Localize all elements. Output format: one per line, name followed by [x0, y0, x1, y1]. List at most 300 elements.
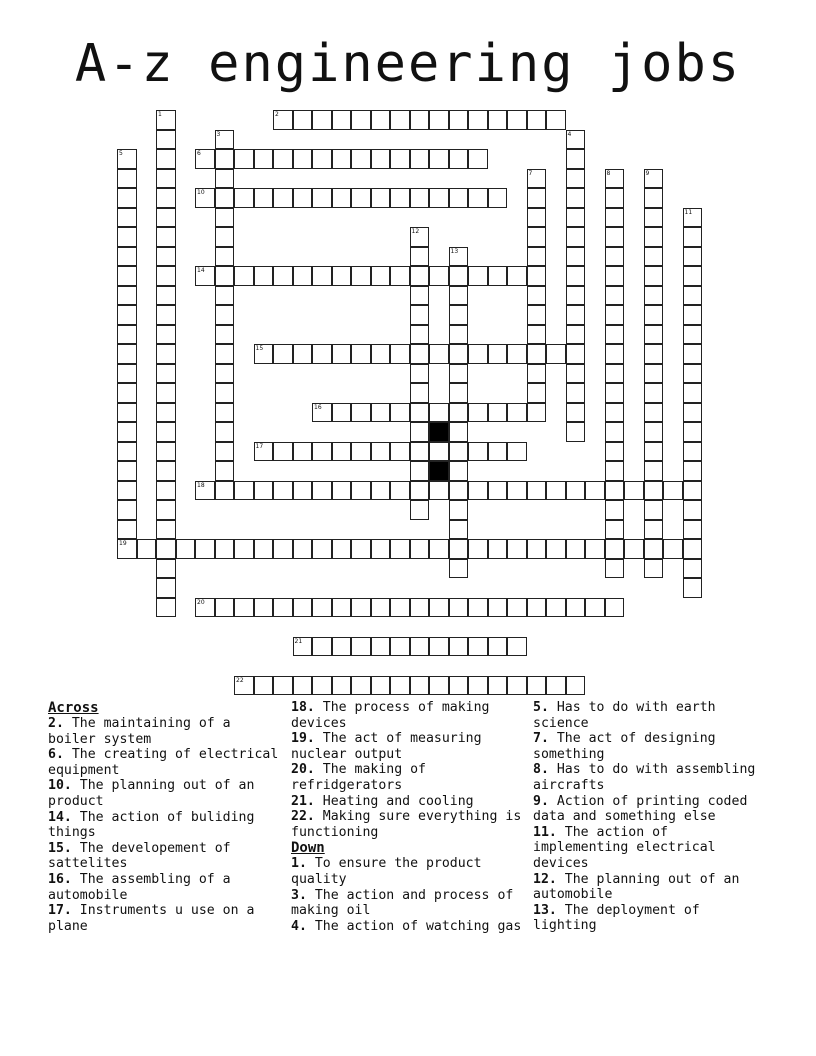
- grid-cell[interactable]: [195, 188, 215, 208]
- grid-cell[interactable]: [371, 149, 391, 169]
- grid-cell[interactable]: [215, 461, 235, 481]
- grid-cell[interactable]: [371, 598, 391, 618]
- grid-cell[interactable]: [332, 676, 352, 696]
- grid-cell[interactable]: [117, 500, 137, 520]
- grid-cell[interactable]: [468, 637, 488, 657]
- grid-cell[interactable]: [351, 110, 371, 130]
- grid-cell[interactable]: [449, 247, 469, 267]
- grid-cell[interactable]: [683, 344, 703, 364]
- grid-cell[interactable]: [351, 403, 371, 423]
- grid-cell[interactable]: [507, 403, 527, 423]
- grid-cell[interactable]: [351, 539, 371, 559]
- grid-cell[interactable]: [410, 383, 430, 403]
- grid-cell[interactable]: [644, 461, 664, 481]
- grid-cell[interactable]: [644, 520, 664, 540]
- grid-cell[interactable]: [644, 559, 664, 579]
- grid-cell[interactable]: [527, 344, 547, 364]
- grid-cell[interactable]: [683, 286, 703, 306]
- grid-cell[interactable]: [507, 266, 527, 286]
- grid-cell[interactable]: [566, 598, 586, 618]
- grid-cell[interactable]: [273, 539, 293, 559]
- grid-cell[interactable]: [332, 598, 352, 618]
- grid-cell[interactable]: [468, 266, 488, 286]
- grid-cell[interactable]: [332, 481, 352, 501]
- grid-cell[interactable]: [156, 442, 176, 462]
- grid-cell[interactable]: [410, 247, 430, 267]
- grid-cell[interactable]: [468, 149, 488, 169]
- grid-cell[interactable]: [488, 637, 508, 657]
- grid-cell[interactable]: [410, 227, 430, 247]
- grid-cell[interactable]: [644, 383, 664, 403]
- grid-cell[interactable]: [644, 286, 664, 306]
- grid-cell[interactable]: [605, 188, 625, 208]
- grid-cell[interactable]: [449, 149, 469, 169]
- grid-cell[interactable]: [254, 442, 274, 462]
- grid-cell[interactable]: [195, 266, 215, 286]
- grid-cell[interactable]: [605, 227, 625, 247]
- grid-cell[interactable]: [429, 481, 449, 501]
- grid-cell[interactable]: [332, 344, 352, 364]
- grid-cell[interactable]: [507, 344, 527, 364]
- grid-cell[interactable]: [566, 364, 586, 384]
- grid-cell[interactable]: [195, 149, 215, 169]
- grid-cell[interactable]: [566, 149, 586, 169]
- grid-cell[interactable]: [644, 188, 664, 208]
- grid-cell[interactable]: [293, 676, 313, 696]
- grid-cell[interactable]: [293, 442, 313, 462]
- grid-cell[interactable]: [566, 305, 586, 325]
- grid-cell[interactable]: [566, 481, 586, 501]
- grid-cell[interactable]: [527, 286, 547, 306]
- grid-cell[interactable]: [273, 188, 293, 208]
- grid-cell[interactable]: [312, 481, 332, 501]
- grid-cell[interactable]: [117, 305, 137, 325]
- grid-cell[interactable]: [468, 442, 488, 462]
- grid-cell[interactable]: [527, 598, 547, 618]
- grid-cell[interactable]: [527, 383, 547, 403]
- grid-cell[interactable]: [624, 539, 644, 559]
- grid-cell[interactable]: [293, 598, 313, 618]
- grid-cell[interactable]: [312, 344, 332, 364]
- grid-cell[interactable]: [429, 598, 449, 618]
- grid-cell[interactable]: [429, 539, 449, 559]
- grid-cell[interactable]: [468, 344, 488, 364]
- grid-cell[interactable]: [507, 481, 527, 501]
- grid-cell[interactable]: [468, 110, 488, 130]
- grid-cell[interactable]: [527, 188, 547, 208]
- grid-cell[interactable]: [234, 188, 254, 208]
- grid-cell[interactable]: [527, 305, 547, 325]
- grid-cell[interactable]: [527, 247, 547, 267]
- grid-cell[interactable]: [117, 247, 137, 267]
- grid-cell[interactable]: [390, 344, 410, 364]
- grid-cell[interactable]: [137, 539, 157, 559]
- grid-cell[interactable]: [390, 481, 410, 501]
- grid-cell[interactable]: [351, 266, 371, 286]
- grid-cell[interactable]: [683, 208, 703, 228]
- grid-cell[interactable]: [117, 286, 137, 306]
- grid-cell[interactable]: [156, 325, 176, 345]
- grid-cell[interactable]: [410, 500, 430, 520]
- grid-cell[interactable]: [488, 266, 508, 286]
- grid-cell[interactable]: [215, 130, 235, 150]
- grid-cell[interactable]: [683, 364, 703, 384]
- grid-cell[interactable]: [234, 676, 254, 696]
- grid-cell[interactable]: [566, 422, 586, 442]
- grid-cell[interactable]: [215, 286, 235, 306]
- grid-cell[interactable]: [273, 442, 293, 462]
- grid-cell[interactable]: [156, 208, 176, 228]
- grid-cell[interactable]: [488, 344, 508, 364]
- grid-cell[interactable]: [351, 149, 371, 169]
- grid-cell[interactable]: [332, 266, 352, 286]
- grid-cell[interactable]: [332, 637, 352, 657]
- grid-cell[interactable]: [644, 325, 664, 345]
- grid-cell[interactable]: [234, 598, 254, 618]
- grid-cell[interactable]: [371, 539, 391, 559]
- grid-cell[interactable]: [507, 637, 527, 657]
- grid-cell[interactable]: [410, 598, 430, 618]
- grid-cell[interactable]: [371, 403, 391, 423]
- grid-cell[interactable]: [605, 364, 625, 384]
- grid-cell[interactable]: [527, 110, 547, 130]
- grid-cell[interactable]: [546, 344, 566, 364]
- grid-cell[interactable]: [215, 364, 235, 384]
- grid-cell[interactable]: [312, 149, 332, 169]
- grid-cell[interactable]: [156, 227, 176, 247]
- grid-cell[interactable]: [449, 422, 469, 442]
- grid-cell[interactable]: [527, 169, 547, 189]
- grid-cell[interactable]: [449, 461, 469, 481]
- grid-cell[interactable]: [195, 598, 215, 618]
- grid-cell[interactable]: [468, 598, 488, 618]
- grid-cell[interactable]: [683, 227, 703, 247]
- grid-cell[interactable]: [683, 422, 703, 442]
- grid-cell[interactable]: [117, 539, 137, 559]
- grid-cell[interactable]: [156, 422, 176, 442]
- grid-cell[interactable]: [527, 227, 547, 247]
- grid-cell[interactable]: [215, 442, 235, 462]
- grid-cell[interactable]: [410, 305, 430, 325]
- grid-cell[interactable]: [371, 344, 391, 364]
- grid-cell[interactable]: [449, 500, 469, 520]
- grid-cell[interactable]: [605, 461, 625, 481]
- grid-cell[interactable]: [507, 442, 527, 462]
- grid-cell[interactable]: [312, 110, 332, 130]
- grid-cell[interactable]: [644, 442, 664, 462]
- grid-cell[interactable]: [312, 403, 332, 423]
- grid-cell[interactable]: [449, 598, 469, 618]
- grid-cell[interactable]: [332, 403, 352, 423]
- grid-cell[interactable]: [410, 422, 430, 442]
- grid-cell[interactable]: [566, 188, 586, 208]
- grid-cell[interactable]: [488, 110, 508, 130]
- grid-cell[interactable]: [644, 403, 664, 423]
- grid-cell[interactable]: [683, 325, 703, 345]
- grid-cell[interactable]: [254, 539, 274, 559]
- grid-cell[interactable]: [215, 344, 235, 364]
- grid-cell[interactable]: [117, 149, 137, 169]
- grid-cell[interactable]: [449, 442, 469, 462]
- grid-cell[interactable]: [312, 266, 332, 286]
- grid-cell[interactable]: [254, 676, 274, 696]
- grid-cell[interactable]: [410, 188, 430, 208]
- grid-cell[interactable]: [156, 286, 176, 306]
- grid-cell[interactable]: [312, 442, 332, 462]
- grid-cell[interactable]: [156, 266, 176, 286]
- grid-cell[interactable]: [156, 383, 176, 403]
- grid-cell[interactable]: [117, 208, 137, 228]
- grid-cell[interactable]: [215, 227, 235, 247]
- grid-cell[interactable]: [293, 149, 313, 169]
- grid-cell[interactable]: [410, 442, 430, 462]
- grid-cell[interactable]: [449, 188, 469, 208]
- grid-cell[interactable]: [449, 637, 469, 657]
- grid-cell[interactable]: [644, 208, 664, 228]
- grid-cell[interactable]: [293, 266, 313, 286]
- grid-cell[interactable]: [293, 344, 313, 364]
- grid-cell[interactable]: [117, 344, 137, 364]
- grid-cell[interactable]: [644, 169, 664, 189]
- grid-cell[interactable]: [215, 383, 235, 403]
- grid-cell[interactable]: [546, 539, 566, 559]
- grid-cell[interactable]: [410, 481, 430, 501]
- grid-cell[interactable]: [371, 266, 391, 286]
- grid-cell[interactable]: [605, 286, 625, 306]
- grid-cell[interactable]: [449, 286, 469, 306]
- grid-cell[interactable]: [371, 637, 391, 657]
- grid-cell[interactable]: [293, 188, 313, 208]
- grid-cell[interactable]: [546, 598, 566, 618]
- grid-cell[interactable]: [215, 539, 235, 559]
- grid-cell[interactable]: [234, 266, 254, 286]
- grid-cell[interactable]: [117, 325, 137, 345]
- grid-cell[interactable]: [527, 481, 547, 501]
- grid-cell[interactable]: [449, 481, 469, 501]
- grid-cell[interactable]: [507, 598, 527, 618]
- grid-cell[interactable]: [449, 676, 469, 696]
- grid-cell[interactable]: [605, 500, 625, 520]
- grid-cell[interactable]: [234, 539, 254, 559]
- grid-cell[interactable]: [312, 676, 332, 696]
- grid-cell[interactable]: [605, 422, 625, 442]
- grid-cell[interactable]: [351, 481, 371, 501]
- grid-cell[interactable]: [312, 637, 332, 657]
- grid-cell[interactable]: [546, 110, 566, 130]
- grid-cell[interactable]: [390, 188, 410, 208]
- grid-cell[interactable]: [663, 481, 683, 501]
- grid-cell[interactable]: [566, 403, 586, 423]
- grid-cell[interactable]: [566, 227, 586, 247]
- grid-cell[interactable]: [683, 266, 703, 286]
- grid-cell[interactable]: [371, 188, 391, 208]
- grid-cell[interactable]: [507, 676, 527, 696]
- grid-cell[interactable]: [293, 539, 313, 559]
- grid-cell[interactable]: [156, 520, 176, 540]
- grid-cell[interactable]: [429, 403, 449, 423]
- grid-cell[interactable]: [156, 559, 176, 579]
- grid-cell[interactable]: [156, 344, 176, 364]
- grid-cell[interactable]: [273, 481, 293, 501]
- grid-cell[interactable]: [527, 364, 547, 384]
- grid-cell[interactable]: [410, 110, 430, 130]
- grid-cell[interactable]: [585, 539, 605, 559]
- grid-cell[interactable]: [215, 598, 235, 618]
- grid-cell[interactable]: [390, 266, 410, 286]
- grid-cell[interactable]: [449, 364, 469, 384]
- grid-cell[interactable]: [546, 481, 566, 501]
- grid-cell[interactable]: [215, 247, 235, 267]
- grid-cell[interactable]: [468, 188, 488, 208]
- grid-cell[interactable]: [156, 188, 176, 208]
- grid-cell[interactable]: [566, 208, 586, 228]
- grid-cell[interactable]: [410, 344, 430, 364]
- grid-cell[interactable]: [117, 188, 137, 208]
- grid-cell[interactable]: [215, 208, 235, 228]
- grid-cell[interactable]: [117, 442, 137, 462]
- grid-cell[interactable]: [527, 208, 547, 228]
- grid-cell[interactable]: [683, 442, 703, 462]
- grid-cell[interactable]: [605, 208, 625, 228]
- grid-cell[interactable]: [449, 344, 469, 364]
- grid-cell[interactable]: [683, 305, 703, 325]
- grid-cell[interactable]: [215, 325, 235, 345]
- grid-cell[interactable]: [644, 364, 664, 384]
- grid-cell[interactable]: [410, 676, 430, 696]
- grid-cell[interactable]: [156, 578, 176, 598]
- grid-cell[interactable]: [351, 676, 371, 696]
- grid-cell[interactable]: [566, 383, 586, 403]
- grid-cell[interactable]: [585, 598, 605, 618]
- grid-cell[interactable]: [449, 110, 469, 130]
- grid-cell[interactable]: [215, 403, 235, 423]
- grid-cell[interactable]: [332, 539, 352, 559]
- grid-cell[interactable]: [429, 266, 449, 286]
- grid-cell[interactable]: [429, 442, 449, 462]
- grid-cell[interactable]: [117, 227, 137, 247]
- grid-cell[interactable]: [117, 364, 137, 384]
- grid-cell[interactable]: [468, 403, 488, 423]
- grid-cell[interactable]: [546, 676, 566, 696]
- grid-cell[interactable]: [332, 442, 352, 462]
- grid-cell[interactable]: [156, 500, 176, 520]
- grid-cell[interactable]: [351, 598, 371, 618]
- grid-cell[interactable]: [390, 676, 410, 696]
- grid-cell[interactable]: [605, 539, 625, 559]
- grid-cell[interactable]: [410, 364, 430, 384]
- grid-cell[interactable]: [156, 149, 176, 169]
- grid-cell[interactable]: [644, 227, 664, 247]
- grid-cell[interactable]: [644, 266, 664, 286]
- grid-cell[interactable]: [332, 188, 352, 208]
- grid-cell[interactable]: [644, 422, 664, 442]
- grid-cell[interactable]: [156, 110, 176, 130]
- grid-cell[interactable]: [488, 481, 508, 501]
- grid-cell[interactable]: [605, 383, 625, 403]
- grid-cell[interactable]: [273, 110, 293, 130]
- grid-cell[interactable]: [156, 364, 176, 384]
- grid-cell[interactable]: [371, 676, 391, 696]
- grid-cell[interactable]: [605, 481, 625, 501]
- grid-cell[interactable]: [332, 149, 352, 169]
- grid-cell[interactable]: [117, 403, 137, 423]
- grid-cell[interactable]: [312, 539, 332, 559]
- grid-cell[interactable]: [429, 344, 449, 364]
- grid-cell[interactable]: [449, 383, 469, 403]
- grid-cell[interactable]: [449, 539, 469, 559]
- grid-cell[interactable]: [254, 481, 274, 501]
- grid-cell[interactable]: [468, 676, 488, 696]
- grid-cell[interactable]: [585, 481, 605, 501]
- grid-cell[interactable]: [312, 188, 332, 208]
- grid-cell[interactable]: [410, 637, 430, 657]
- grid-cell[interactable]: [683, 500, 703, 520]
- grid-cell[interactable]: [332, 110, 352, 130]
- grid-cell[interactable]: [410, 286, 430, 306]
- grid-cell[interactable]: [156, 403, 176, 423]
- grid-cell[interactable]: [605, 559, 625, 579]
- grid-cell[interactable]: [215, 422, 235, 442]
- grid-cell[interactable]: [663, 539, 683, 559]
- grid-cell[interactable]: [371, 481, 391, 501]
- grid-cell[interactable]: [215, 169, 235, 189]
- grid-cell[interactable]: [527, 325, 547, 345]
- grid-cell[interactable]: [449, 403, 469, 423]
- grid-cell[interactable]: [273, 266, 293, 286]
- grid-cell[interactable]: [293, 637, 313, 657]
- grid-cell[interactable]: [488, 539, 508, 559]
- grid-cell[interactable]: [195, 481, 215, 501]
- grid-cell[interactable]: [351, 442, 371, 462]
- grid-cell[interactable]: [371, 442, 391, 462]
- grid-cell[interactable]: [566, 169, 586, 189]
- grid-cell[interactable]: [644, 500, 664, 520]
- grid-cell[interactable]: [507, 110, 527, 130]
- grid-cell[interactable]: [410, 266, 430, 286]
- grid-cell[interactable]: [566, 325, 586, 345]
- grid-cell[interactable]: [195, 539, 215, 559]
- grid-cell[interactable]: [176, 539, 196, 559]
- grid-cell[interactable]: [390, 110, 410, 130]
- grid-cell[interactable]: [605, 344, 625, 364]
- grid-cell[interactable]: [117, 481, 137, 501]
- grid-cell[interactable]: [449, 305, 469, 325]
- grid-cell[interactable]: [605, 247, 625, 267]
- grid-cell[interactable]: [156, 247, 176, 267]
- grid-cell[interactable]: [644, 247, 664, 267]
- grid-cell[interactable]: [390, 442, 410, 462]
- grid-cell[interactable]: [644, 481, 664, 501]
- grid-cell[interactable]: [254, 598, 274, 618]
- grid-cell[interactable]: [488, 676, 508, 696]
- grid-cell[interactable]: [234, 481, 254, 501]
- grid-cell[interactable]: [429, 149, 449, 169]
- grid-cell[interactable]: [371, 110, 391, 130]
- grid-cell[interactable]: [293, 481, 313, 501]
- grid-cell[interactable]: [683, 539, 703, 559]
- grid-cell[interactable]: [117, 520, 137, 540]
- grid-cell[interactable]: [605, 598, 625, 618]
- grid-cell[interactable]: [117, 383, 137, 403]
- grid-cell[interactable]: [429, 110, 449, 130]
- grid-cell[interactable]: [683, 383, 703, 403]
- grid-cell[interactable]: [215, 481, 235, 501]
- grid-cell[interactable]: [683, 461, 703, 481]
- grid-cell[interactable]: [488, 442, 508, 462]
- grid-cell[interactable]: [156, 169, 176, 189]
- grid-cell[interactable]: [215, 149, 235, 169]
- grid-cell[interactable]: [468, 481, 488, 501]
